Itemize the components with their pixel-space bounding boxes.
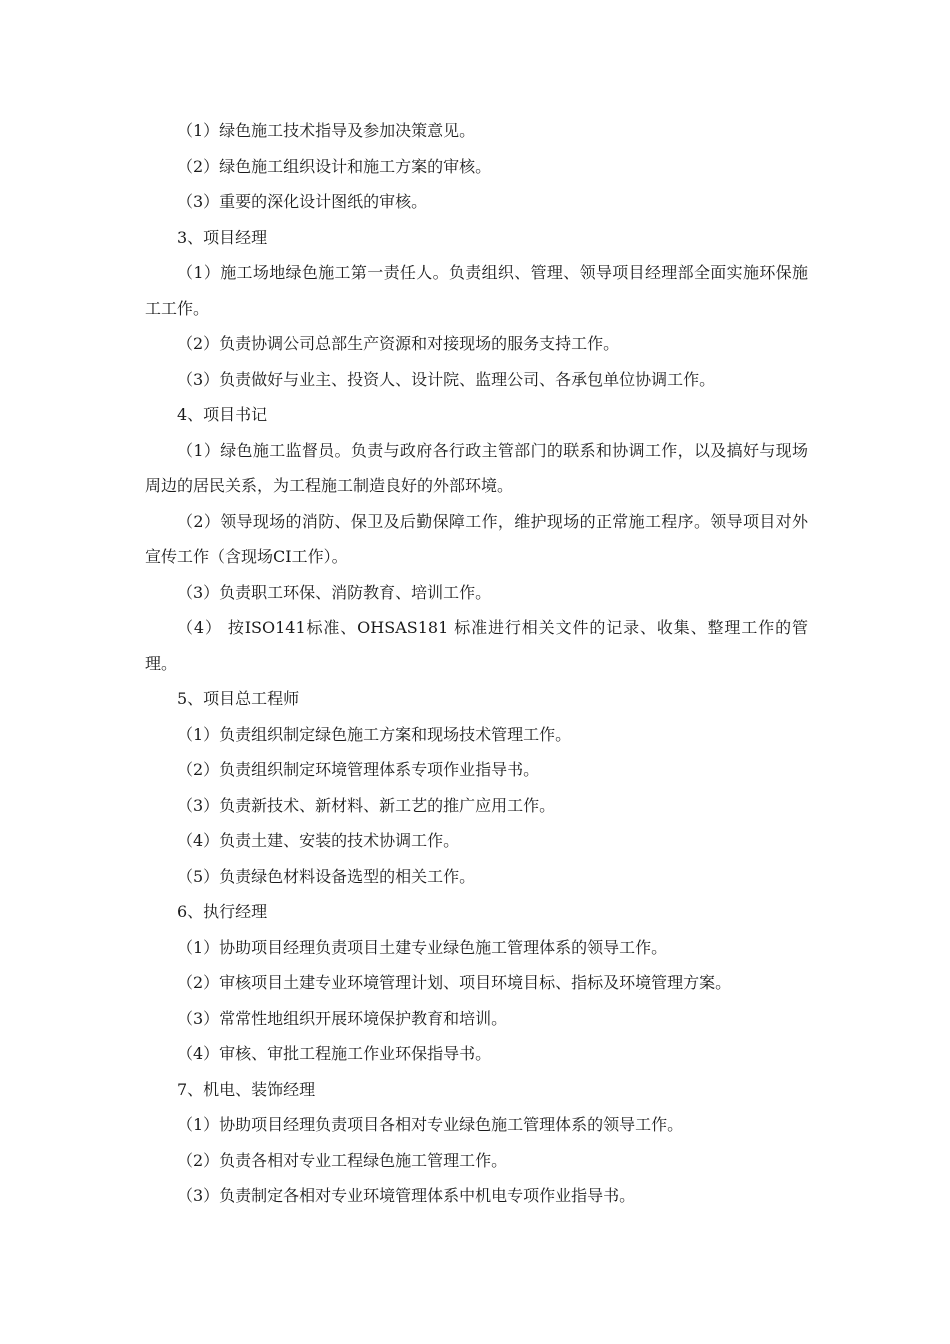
paragraph-item: （2）审核项目土建专业环境管理计划、项目环境目标、指标及环境管理方案。	[177, 973, 732, 992]
paragraph-item: （1）施工场地绿色施工第一责任人。负责组织、管理、领导项目经理部全面实施环保施工工作。	[145, 263, 808, 318]
paragraph-item: （1）负责组织制定绿色施工方案和现场技术管理工作。	[177, 724, 572, 744]
paragraph-item: （4）负责土建、安装的技术协调工作。	[177, 831, 460, 850]
paragraph-item: （2）负责协调公司总部生产资源和对接现场的服务支持工作。	[177, 334, 620, 353]
section-heading: 6、执行经理	[177, 902, 268, 921]
paragraph-item: （2）领导现场的消防、保卫及后勤保障工作，维护现场的正常施工程序。领导项目对外宣传工作（含现场CI工作）。	[145, 511, 808, 566]
paragraph-item: （2）负责组织制定环境管理体系专项作业指导书。	[177, 760, 540, 779]
paragraph-item: （2）负责各相对专业工程绿色施工管理工作。	[177, 1150, 508, 1170]
document-body	[145, 113, 808, 1214]
paragraph-item: （5）负责绿色材料设备选型的相关工作。	[177, 866, 476, 886]
paragraph-item: （3）负责职工环保、消防教育、培训工作。	[177, 582, 492, 602]
paragraph-item: （3）负责制定各相对专业环境管理体系中机电专项作业指导书。	[177, 1186, 636, 1205]
paragraph-item: （1）绿色施工技术指导及参加决策意见。	[177, 121, 476, 140]
paragraph-item: （3）常常性地组织开展环境保护教育和培训。	[177, 1008, 508, 1028]
paragraph-item: （3）负责新技术、新材料、新工艺的推广应用工作。	[177, 795, 556, 815]
section-heading: 3、项目经理	[177, 227, 268, 247]
paragraph-item: （3）重要的深化设计图纸的审核。	[177, 192, 428, 211]
paragraph-item: （3）负责做好与业主、投资人、设计院、监理公司、各承包单位协调工作。	[177, 369, 716, 389]
paragraph-item: （1）协助项目经理负责项目各相对专业绿色施工管理体系的领导工作。	[177, 1115, 684, 1134]
section-heading: 5、项目总工程师	[177, 689, 300, 708]
paragraph-item: （2）绿色施工组织设计和施工方案的审核。	[177, 156, 492, 176]
paragraph-item: （4）审核、审批工程施工作业环保指导书。	[177, 1044, 492, 1063]
paragraph-item: （1）绿色施工监督员。负责与政府各行政主管部门的联系和协调工作，以及搞好与现场周边的居民关系，为工程施工制造良好的外部环境。	[145, 440, 808, 495]
section-heading: 4、项目书记	[177, 405, 268, 424]
paragraph-item: （1）协助项目经理负责项目土建专业绿色施工管理体系的领导工作。	[177, 937, 668, 957]
section-heading: 7、机电、装饰经理	[177, 1079, 316, 1099]
paragraph-item: （4） 按ISO141标准、OHSAS181 标准进行相关文件的记录、收集、整理工作的管理。	[145, 618, 808, 673]
